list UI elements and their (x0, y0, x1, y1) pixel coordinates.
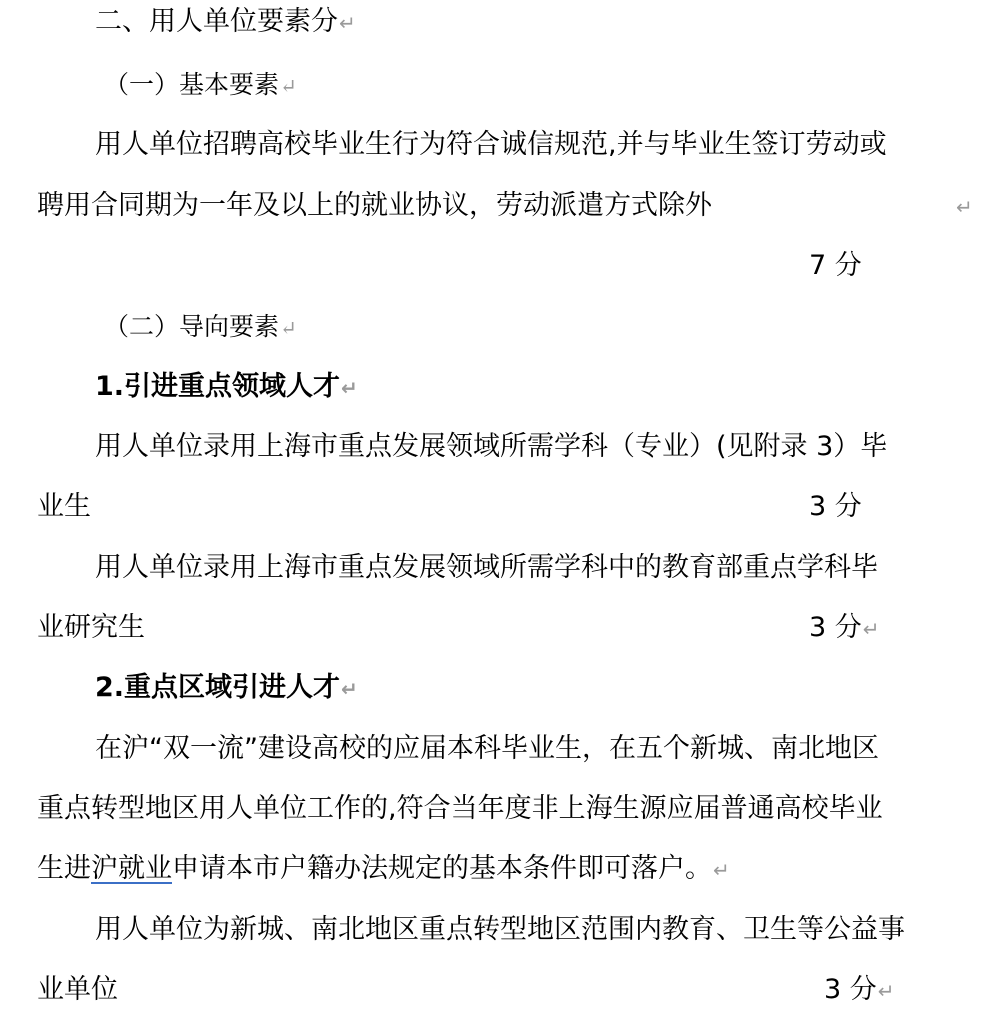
item2-a-line3: 生进沪就业申请本市户籍办法规定的基本条件即可落户。↵ (37, 853, 730, 884)
item2-a-line2: 重点转型地区用人单位工作的,符合当年度非上海生源应届普通高校毕业 (37, 793, 883, 824)
paragraph-mark-icon: ↵ (341, 677, 358, 701)
paragraph-mark-icon: ↵ (956, 195, 973, 219)
item2-b-line1: 用人单位为新城、南北地区重点转型地区范围内教育、卫生等公益事 (95, 914, 905, 945)
item1-b-line2: 业研究生 (37, 612, 145, 643)
item1-a-line2: 业生 (37, 491, 91, 522)
basic-score: 7 分 (809, 250, 862, 281)
item1-b-score: 3 分↵ (809, 612, 880, 643)
item1-a-score: 3 分 (809, 491, 862, 522)
paragraph-mark-icon: ↵ (341, 376, 358, 400)
section-title: 二、用人单位要素分↵ (95, 6, 356, 37)
item1-a-line1: 用人单位录用上海市重点发展领域所需学科（专业）(见附录 3）毕 (95, 431, 888, 462)
paragraph-mark-icon: ↵ (877, 979, 895, 1003)
spellcheck-underlined-text: 沪就业 (91, 853, 172, 884)
paragraph-mark-icon: ↵ (280, 316, 297, 340)
paragraph-mark-icon: ↵ (280, 74, 297, 98)
item2-b-score: 3 分↵ (824, 974, 895, 1005)
paragraph-mark-icon: ↵ (713, 858, 730, 882)
item1-b-line1: 用人单位录用上海市重点发展领域所需学科中的教育部重点学科毕 (95, 552, 878, 583)
basic-heading: （一）基本要素↵ (104, 70, 297, 99)
paragraph-mark-icon: ↵ (339, 11, 356, 35)
basic-text-line2: 聘用合同期为一年及以上的就业协议，劳动派遣方式除外 (37, 190, 712, 221)
item1-title: 1.引进重点领域人才↵ (95, 371, 358, 402)
item2-title: 2.重点区域引进人才↵ (95, 672, 358, 703)
item2-b-line2: 业单位 (37, 974, 118, 1005)
item2-a-line1: 在沪“双一流”建设高校的应届本科毕业生，在五个新城、南北地区 (95, 733, 879, 764)
basic-text-line1: 用人单位招聘高校毕业生行为符合诚信规范,并与毕业生签订劳动或 (95, 129, 887, 160)
guide-heading: （二）导向要素↵ (104, 312, 297, 341)
paragraph-mark-icon: ↵ (862, 617, 880, 641)
